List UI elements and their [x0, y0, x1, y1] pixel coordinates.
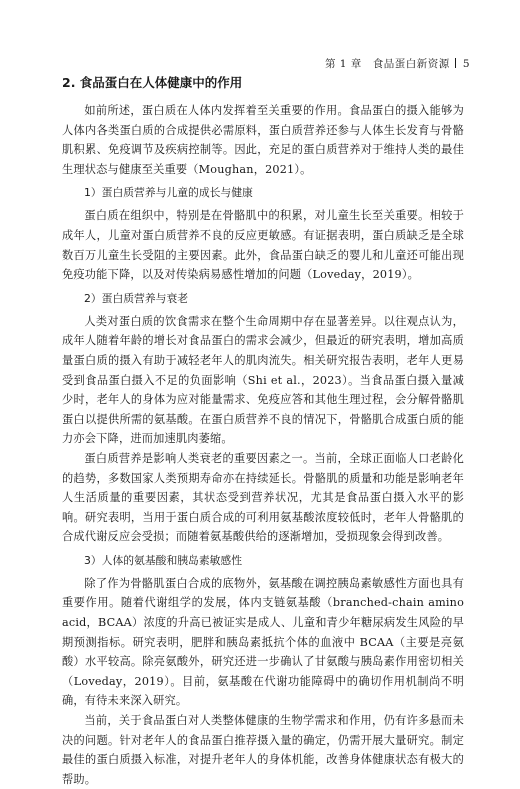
header-divider	[455, 58, 456, 68]
page-content	[62, 74, 464, 789]
paragraph-insulin-1: 除了作为骨骼肌蛋白合成的底物外，氨基酸在调控胰岛素敏感性方面也具有重要作用。随着代谢组学的发展，体内支链氨基酸（branched-chain amino acid，BCAA）浓度的升高已被证实是成人、儿童和青少年糖尿病发生风险的早期预测指标。研究表明，肥胖和胰岛素抵抗个体的血液中 BCAA（主要是亮氨酸）水平较高。除亮氨酸外，研究还进一步确认了甘氨酸与胰岛素作用密切相关（Loveday，2019）。目前，氨基酸在代谢功能障碍中的确切作用机制尚不明确，有待未来深入研究。	[62, 576, 464, 708]
subsection-heading-insulin: 3）人体的氨基酸和胰岛素敏感性	[84, 553, 243, 567]
page-number: 5	[462, 58, 470, 70]
paragraph-aging-2: 蛋白质营养是影响人类衰老的重要因素之一。当前，全球正面临人口老龄化的趋势，多数国家人类预期寿命亦在持续延长。骨骼肌的质量和功能是影响老年人生活质量的重要因素，其状态受到营养状况，尤其是食品蛋白摄入水平的影响。研究表明，当用于蛋白质合成的可利用氨基酸浓度较低时，老年人骨骼肌的合成代谢反应会受损；而随着氨基酸供给的逐渐增加，受损现象会得到改善。	[62, 451, 464, 544]
subsection-heading-aging: 2）蛋白质营养与衰老	[84, 291, 189, 305]
running-header	[325, 56, 470, 71]
subsection-heading-child-growth: 1）蛋白质营养与儿童的成长与健康	[84, 186, 253, 200]
section-title: 2. 食品蛋白在人体健康中的作用	[62, 75, 243, 90]
paragraph-aging-1: 人类对蛋白质的饮食需求在整个生命周期中存在显著差异。以往观点认为，成年人随着年龄的增长对食品蛋白的需求会减少，但最近的研究表明，增加高质量蛋白质的摄入有助于减轻老年人的肌肉流失。相关研究报告表明，老年人更易受到食品蛋白摄入不足的负面影响（Shi et al.，2023）。当食品蛋白摄入量减少时，老年人的身体为应对能量需求、免疫应答和其他生理过程，会分解骨骼肌蛋白以提供所需的氨基酸。在蛋白质营养不良的情况下，骨骼肌合成蛋白质的能力亦会下降，进而加速肌肉萎缩。	[62, 314, 464, 446]
chapter-title: 第 1 章 食品蛋白新资源	[324, 58, 450, 70]
paragraph-insulin-2: 当前，关于食品蛋白对人类整体健康的生物学需求和作用，仍有许多悬而未决的问题。针对老年人的食品蛋白推荐摄入量的确定，仍需开展大量研究。制定最佳的蛋白质摄入标准，对提升老年人的身体机能，改善身体健康状态有极大的帮助。	[62, 714, 464, 786]
intro-paragraph: 如前所述，蛋白质在人体内发挥着至关重要的作用。食品蛋白的摄入能够为人体内各类蛋白质的合成提供必需原料，蛋白质营养还参与人体生长发育与骨骼肌积累、免疫调节及疾病控制等。因此，充足的蛋白质营养对于维持人类的最佳生理状态与健康至关重要（Moughan，2021）。	[62, 104, 464, 176]
paragraph-child-growth: 蛋白质在组织中，特别是在骨骼肌中的积累，对儿童生长至关重要。相较于成年人，儿童对蛋白质营养不良的反应更敏感。有证据表明，蛋白质缺乏是全球数百万儿童生长受阻的主要因素。此外，食品蛋白缺乏的婴儿和儿童还可能出现免疫功能下降，以及对传染病易感性增加的问题（Loveday，2019）。	[62, 209, 464, 282]
